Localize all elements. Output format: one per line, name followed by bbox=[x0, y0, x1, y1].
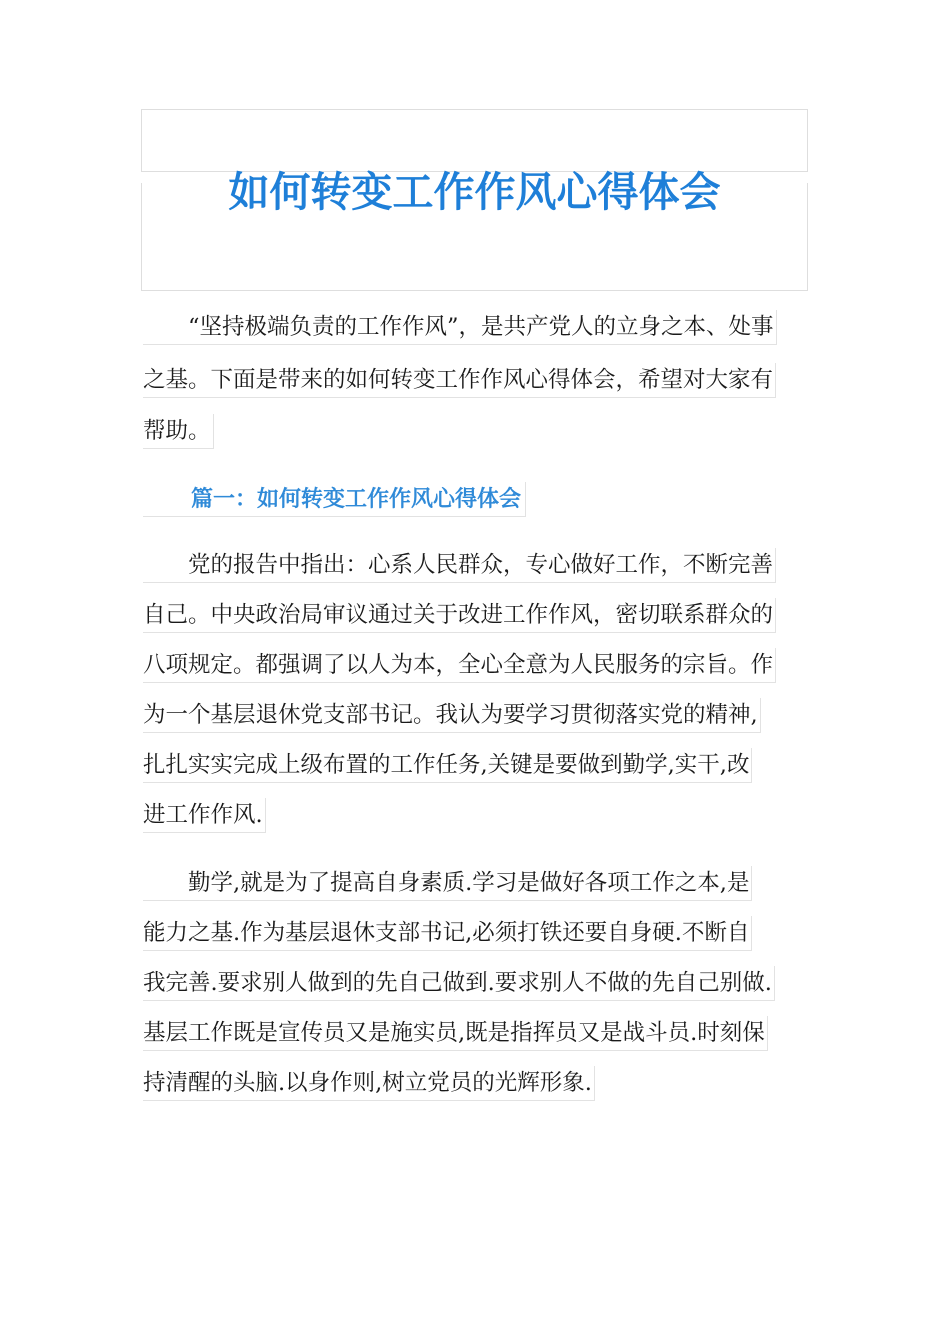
paragraph1-line-4: 为一个基层退休党支部书记。我认为要学习贯彻落实党的精神, bbox=[143, 698, 761, 733]
paragraph1-line-2: 自己。中央政治局审议通过关于改进工作作风，密切联系群众的 bbox=[143, 598, 776, 633]
paragraph2-line-2: 能力之基.作为基层退休支部书记,必须打铁还要自身硬.不断自 bbox=[143, 916, 752, 951]
intro-line-1: “坚持极端负责的工作作风”，是共产党人的立身之本、处事 bbox=[143, 310, 777, 345]
title-frame-top bbox=[141, 109, 808, 172]
paragraph1-line-6: 进工作作风. bbox=[143, 798, 266, 833]
paragraph2-line-4: 基层工作既是宣传员又是施实员,既是指挥员又是战斗员.时刻保 bbox=[143, 1016, 768, 1051]
paragraph1-line-5: 扎扎实实完成上级布置的工作任务,关键是要做到勤学,实干,改 bbox=[143, 748, 752, 783]
section-heading: 篇一：如何转变工作作风心得体会 bbox=[143, 482, 526, 517]
paragraph2-line-3: 我完善.要求别人做到的先自己做到.要求别人不做的先自己别做. bbox=[143, 966, 775, 1001]
paragraph2-line-5: 持清醒的头脑.以身作则,树立党员的光辉形象. bbox=[143, 1066, 595, 1101]
paragraph1-line-3: 八项规定。都强调了以人为本，全心全意为人民服务的宗旨。作 bbox=[143, 648, 776, 683]
intro-line-3: 帮助。 bbox=[143, 414, 214, 449]
document-title: 如何转变工作作风心得体会 bbox=[228, 168, 721, 216]
paragraph1-line-1: 党的报告中指出：心系人民群众，专心做好工作，不断完善 bbox=[143, 548, 776, 583]
paragraph2-line-1: 勤学,就是为了提高自身素质.学习是做好各项工作之本,是 bbox=[143, 866, 752, 901]
intro-line-2: 之基。下面是带来的如何转变工作作风心得体会，希望对大家有 bbox=[143, 363, 776, 398]
